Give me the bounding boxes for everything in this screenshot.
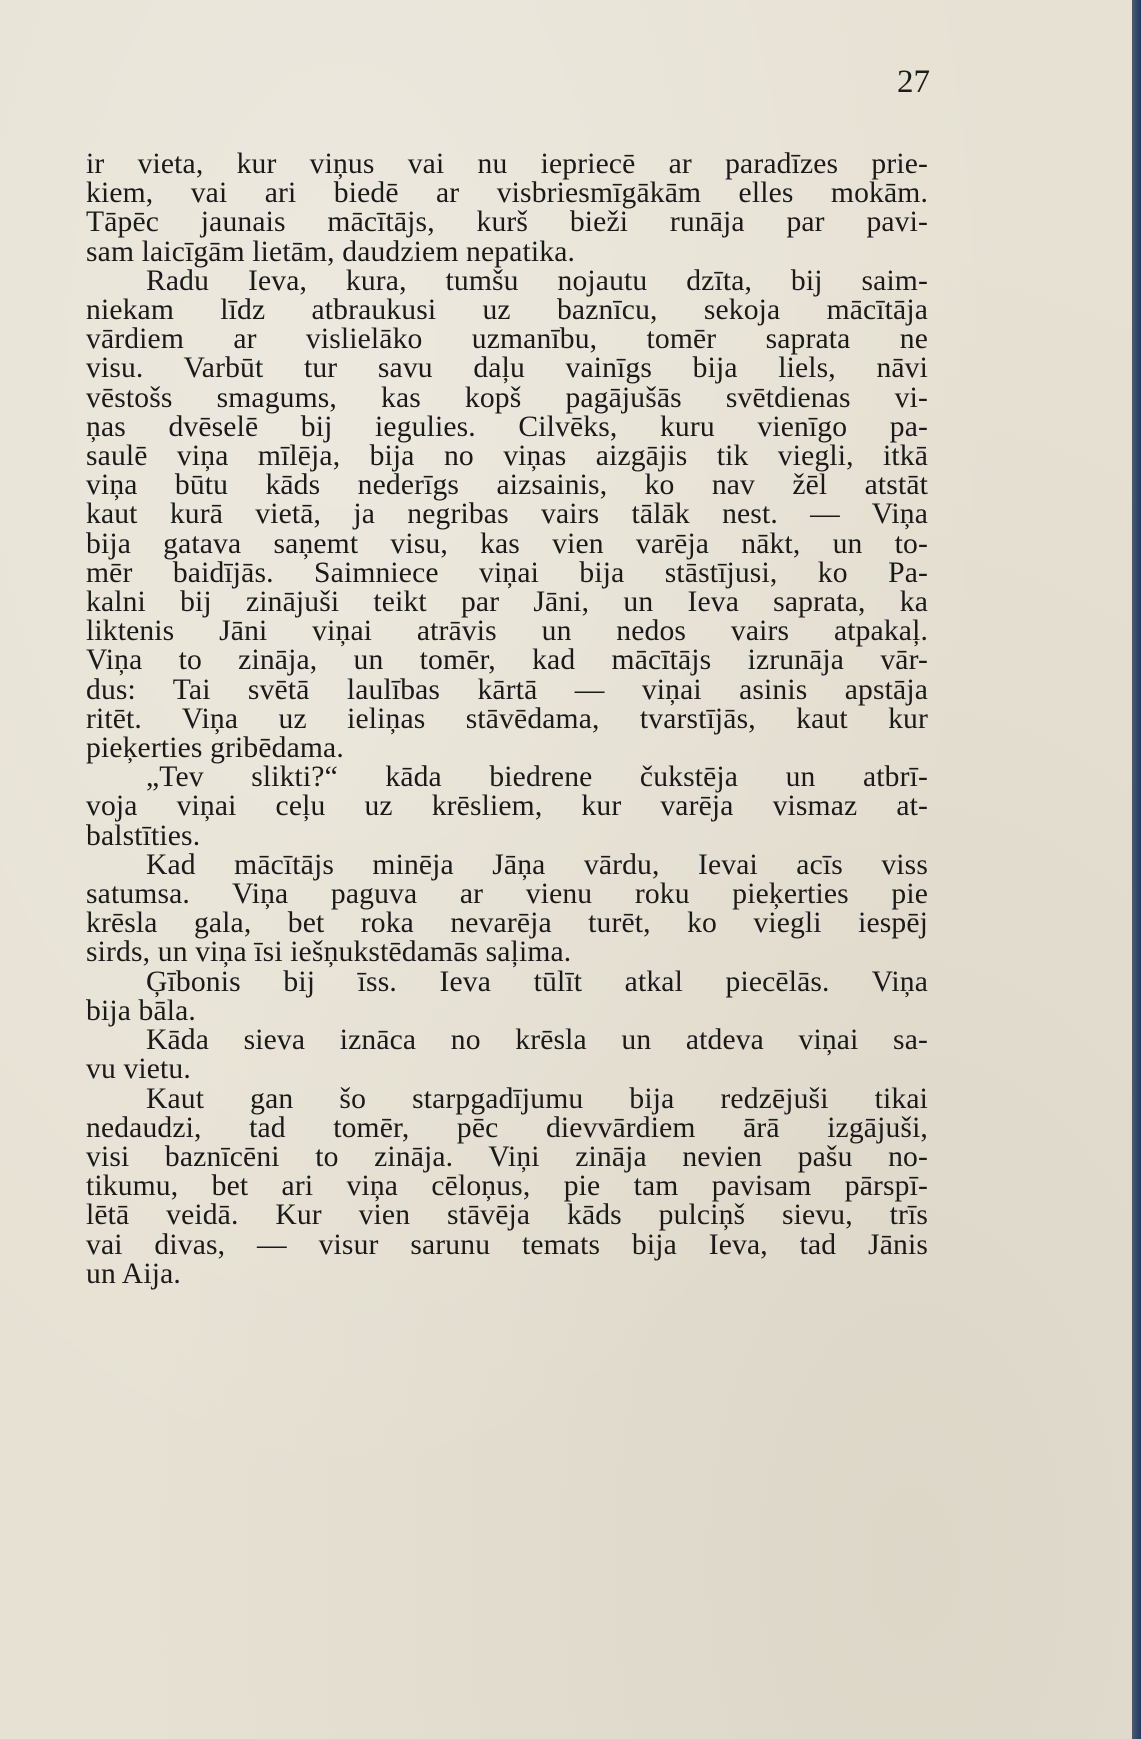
text-line: vēstošs smagums, kas kopš pagājušās svētdienas vi- [86,381,928,414]
paragraph [86,264,928,765]
text-line: voja viņai ceļu uz krēsliem, kur varēja vismaz at- [86,790,928,823]
text-line: vu vietu. [86,1053,191,1086]
text-line: ir vieta, kur viņus vai nu iepriecē ar paradīzes prie- [86,148,928,180]
text-line: balstīties. [86,819,201,852]
text-line: satumsa. Viņa paguva ar vienu roku pieķerties pie [86,878,928,911]
text-line: kalni bij zinājuši teikt par Jāni, un Ieva saprata, ka [86,586,928,619]
text-line: pieķerties gribēdama. [86,732,344,765]
paragraph [86,763,928,851]
text-line: Kaut gan šo starpgadījumu bija redzējuši tikai [146,1082,928,1115]
text-line: Tāpēc jaunais mācītājs, kurš bieži runāja par pavi- [86,206,928,239]
text-line: kiem, vai ari biedē ar visbriesmīgākām elles mokām. [86,177,928,210]
text-line: ritēt. Viņa uz ieliņas stāvēdama, tvarstījās, kaut kur [86,702,928,735]
text-line: dus: Tai svētā laulības kārtā — viņai asinis apstāja [86,673,928,706]
book-spine-edge [1132,0,1141,1739]
text-line: visu. Varbūt tur savu daļu vainīgs bija liels, nāvi [86,352,928,385]
text-line: un Aija. [86,1257,181,1290]
paragraph [86,150,928,267]
text-line: „Tev slikti?“ kāda biedrene čukstēja un atbrī- [146,761,928,794]
text-line: ņas dvēselē bij iegulies. Cilvēks, kuru vienīgo pa- [86,410,928,443]
text-line: bija gatava saņemt visu, kas vien varēja nākt, un to- [86,527,928,560]
text-line: krēsla gala, bet roka nevarēja turēt, ko viegli iespēj [86,907,928,940]
text-line: nedaudzi, tad tomēr, pēc dievvārdiem ārā izgājuši, [86,1111,928,1144]
body-text [86,150,928,1289]
text-line: sam laicīgām lietām, daudziem nepatika. [86,235,576,268]
text-line: Radu Ieva, kura, tumšu nojautu dzīta, bij saim- [146,264,928,297]
text-line: visi baznīcēni to zināja. Viņi zināja nevien pašu no- [86,1140,928,1173]
text-line: liktenis Jāni viņai atrāvis un nedos vairs atpakaļ. [86,615,928,648]
page-number: 27 [897,64,930,100]
text-line: kaut kurā vietā, ja negribas vairs tālāk nest. — Viņa [86,498,928,531]
text-line: saulē viņa mīlēja, bija no viņas aizgājis tik viegli, itkā [86,440,928,473]
text-line: Kāda sieva iznāca no krēsla un atdeva viņai sa- [146,1024,928,1057]
paragraph [86,848,928,969]
text-line: Ģībonis bij īss. Ieva tūlīt atkal piecēlās. Viņa [146,965,928,998]
text-line: niekam līdz atbraukusi uz baznīcu, sekoja mācītāja [86,294,928,327]
text-line: lētā veidā. Kur vien stāvēja kāds pulciņš sievu, trīs [86,1199,928,1232]
text-line: sirds, un viņa īsi iešņukstēdamās saļima. [86,936,572,969]
text-line: vārdiem ar vislielāko uzmanību, tomēr saprata ne [86,323,928,356]
paragraph [86,1026,928,1084]
text-line: mēr baidījās. Saimniece viņai bija stāstījusi, ko Pa- [86,556,928,589]
paragraph [86,1082,928,1290]
text-line: viņa būtu kāds nederīgs aizsainis, ko nav žēl atstāt [86,469,928,502]
paragraph [86,965,928,1027]
text-line: Kad mācītājs minēja Jāņa vārdu, Ievai acīs viss [146,848,928,881]
text-line: tikumu, bet ari viņa cēloņus, pie tam pavisam pārspī- [86,1170,928,1203]
text-line: vai divas, — visur sarunu temats bija Ieva, tad Jānis [86,1228,928,1261]
text-line: Viņa to zināja, un tomēr, kad mācītājs izrunāja vār- [86,644,928,677]
text-line: bija bāla. [86,994,196,1027]
